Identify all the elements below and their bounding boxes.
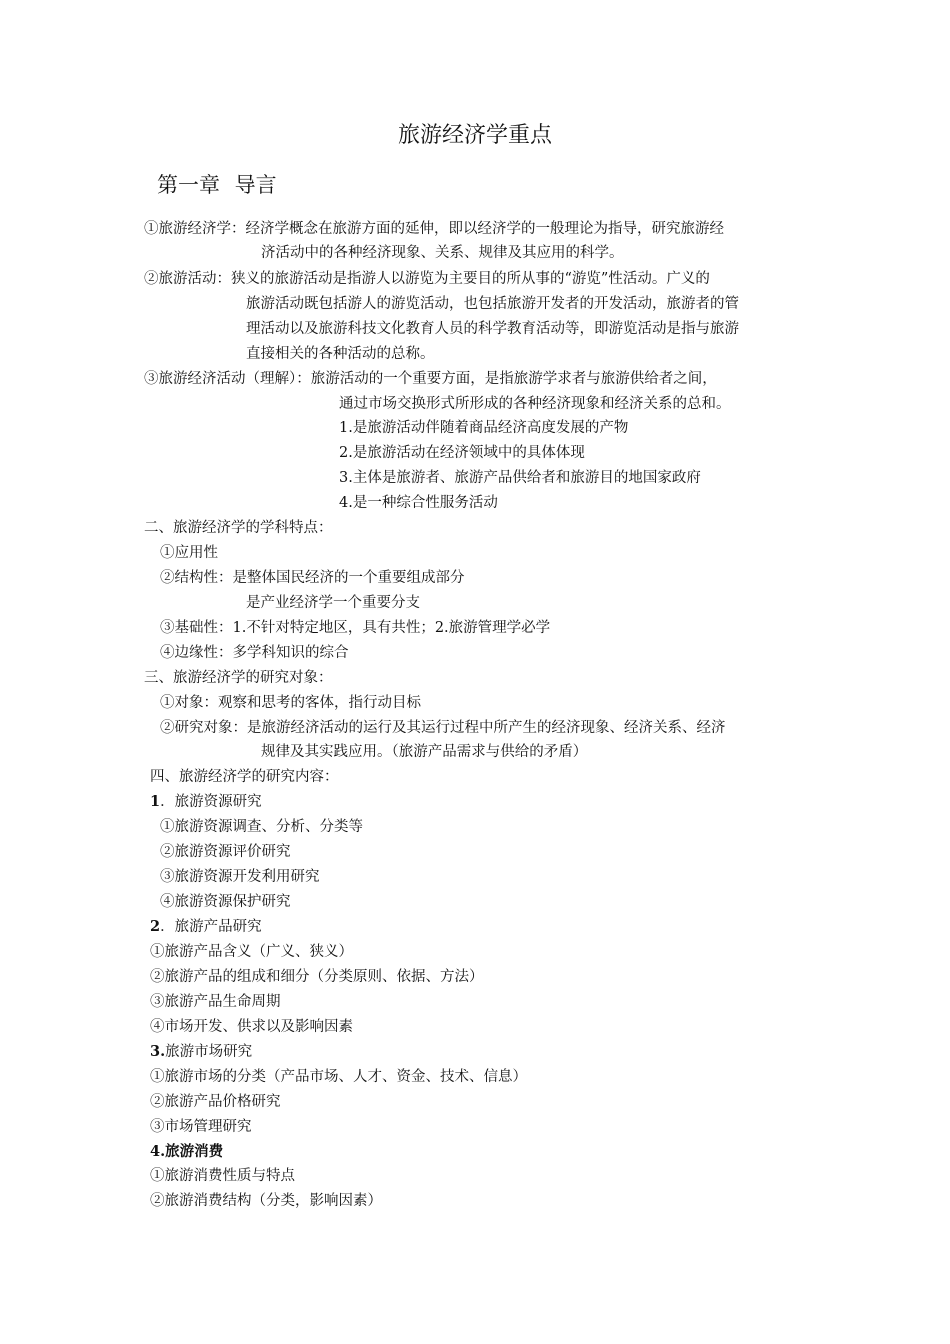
subsection-label: 旅游市场研究	[165, 1044, 253, 1060]
section-heading-4: 四、旅游经济学的研究内容：	[150, 769, 339, 785]
list-item: ③市场管理研究	[150, 1119, 252, 1135]
definition-tourism-economic-activity-cont: 通过市场交换形式所形成的各种经济现象和经济关系的总和。	[339, 396, 731, 412]
subsection-heading	[150, 917, 262, 937]
list-item: ④边缘性：多学科知识的综合	[160, 645, 349, 661]
list-item: ②旅游资源评价研究	[160, 844, 291, 860]
subsection-number: 4.	[150, 1143, 166, 1160]
list-item: ②结构性：是整体国民经济的一个重要组成部分	[160, 570, 465, 586]
subsection-label: 旅游消费	[165, 1143, 224, 1160]
subsection-heading	[150, 1142, 223, 1162]
subsection-number: 3.	[150, 1043, 166, 1060]
list-item: ②旅游产品价格研究	[150, 1094, 281, 1110]
list-item: ③旅游资源开发利用研究	[160, 869, 320, 885]
subsection-heading	[150, 792, 262, 812]
list-item: 1.是旅游活动伴随着商品经济高度发展的产物	[339, 420, 629, 436]
list-item: ①旅游市场的分类（产品市场、人才、资金、技术、信息）	[150, 1069, 527, 1085]
definition-tourism-activity: ②旅游活动：狭义的旅游活动是指游人以游览为主要目的所从事的“游览”性活动。广义的	[144, 271, 710, 287]
document-title: 旅游经济学重点	[397, 123, 552, 148]
list-item: ②研究对象：是旅游经济活动的运行及其运行过程中所产生的经济现象、经济关系、经济	[160, 720, 726, 736]
list-item: 2.是旅游活动在经济领域中的具体体现	[339, 445, 585, 461]
subsection-number: 2	[150, 918, 161, 935]
subsection-heading	[150, 1042, 252, 1062]
definition-tourism-economic-activity: ③旅游经济活动（理解）：旅游活动的一个重要方面，是指旅游学求者与旅游供给者之间，	[144, 371, 717, 387]
subsection-number: 1	[150, 793, 161, 810]
definition-tourism-activity-cont: 直接相关的各种活动的总称。	[246, 346, 435, 362]
subsection-label: ．旅游产品研究	[160, 919, 262, 935]
section-heading-3: 三、旅游经济学的研究对象：	[144, 670, 333, 686]
list-item: ②旅游产品的组成和细分（分类原则、依据、方法）	[150, 969, 484, 985]
list-item: ①旅游消费性质与特点	[150, 1168, 295, 1184]
definition-tourism-activity-cont: 旅游活动既包括游人的游览活动，也包括旅游开发者的开发活动，旅游者的管	[246, 296, 739, 312]
definition-tourism-economics-cont: 济活动中的各种经济现象、关系、规律及其应用的科学。	[261, 245, 624, 261]
list-item: ④旅游资源保护研究	[160, 894, 291, 910]
list-item: 3.主体是旅游者、旅游产品供给者和旅游目的地国家政府	[339, 470, 701, 486]
definition-tourism-activity-cont: 理活动以及旅游科技文化教育人员的科学教育活动等，即游览活动是指与旅游	[246, 321, 739, 337]
list-item: ①应用性	[160, 545, 218, 561]
subsection-label: ．旅游资源研究	[160, 794, 262, 810]
list-item: 4.是一种综合性服务活动	[339, 495, 498, 511]
list-item: ①旅游资源调查、分析、分类等	[160, 819, 363, 835]
list-item: ①对象：观察和思考的客体，指行动目标	[160, 695, 421, 711]
list-item: ③基础性：1.不针对特定地区，具有共性；2.旅游管理学必学	[160, 620, 551, 636]
list-item: ③旅游产品生命周期	[150, 994, 281, 1010]
section-heading-2: 二、旅游经济学的学科特点：	[144, 520, 333, 536]
chapter-title: 第一章 导言	[157, 173, 277, 197]
list-item: ②旅游消费结构（分类，影响因素）	[150, 1193, 382, 1209]
list-item-cont: 规律及其实践应用。（旅游产品需求与供给的矛盾）	[261, 744, 588, 760]
list-item: ④市场开发、供求以及影响因素	[150, 1019, 353, 1035]
definition-tourism-economics: ①旅游经济学：经济学概念在旅游方面的延伸，即以经济学的一般理论为指导，研究旅游经	[144, 221, 724, 237]
list-item: ①旅游产品含义（广义、狭义）	[150, 944, 353, 960]
list-item-cont: 是产业经济学一个重要分支	[246, 595, 420, 611]
